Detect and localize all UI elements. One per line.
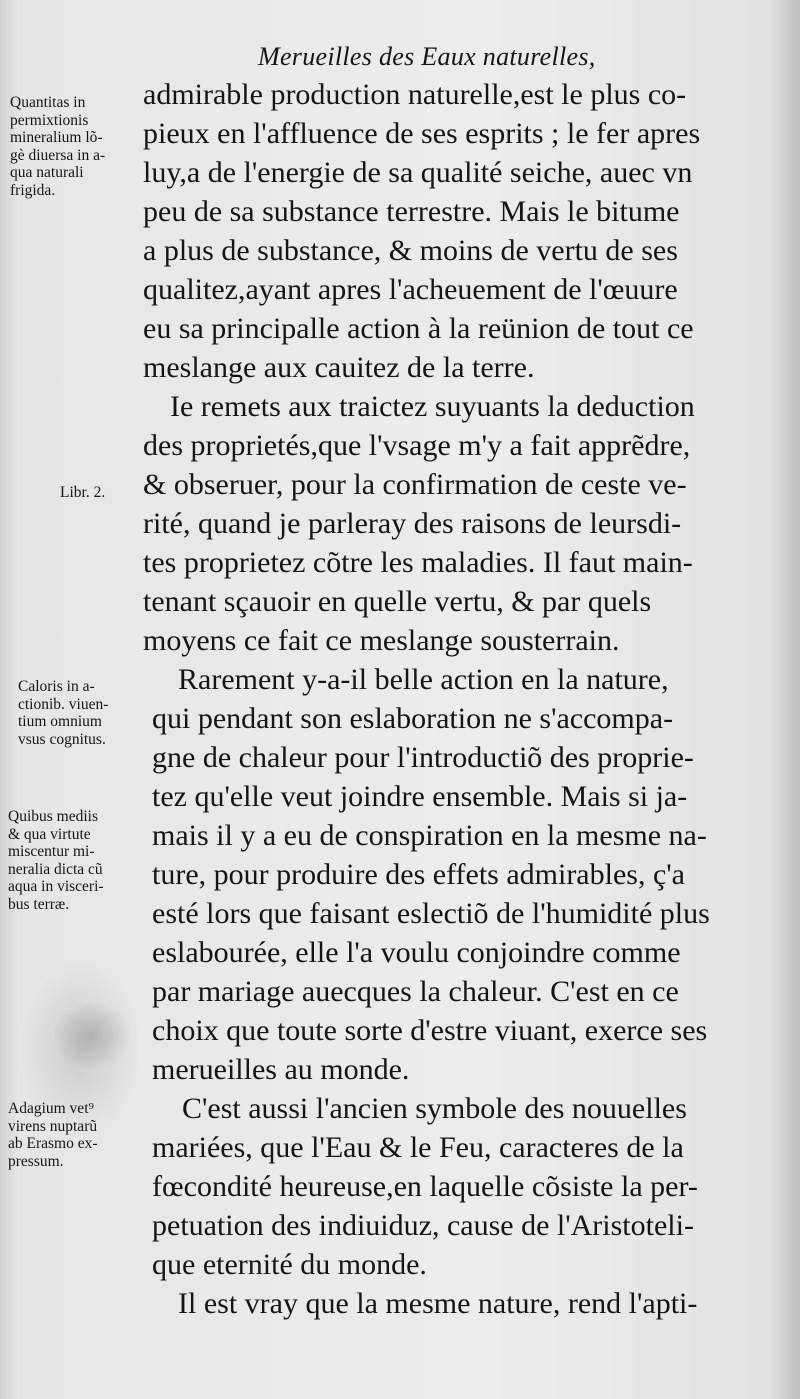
margin-note-line: mineralium lõ- xyxy=(10,129,103,146)
text-line: eu sa principalle action à la reünion de tout ce xyxy=(143,312,694,345)
text-line: tez qu'elle veut joindre ensemble. Mais si ja- xyxy=(152,780,688,813)
text-line: eslabourée, elle l'a voulu conjoindre comme xyxy=(152,936,681,969)
text-line: admirable production naturelle,est le plus co- xyxy=(143,78,687,111)
text-line: qui pendant son eslaboration ne s'accompa- xyxy=(152,702,674,735)
margin-note-quantitas xyxy=(10,94,150,199)
text-line: tenant sçauoir en quelle vertu, & par quels xyxy=(143,585,652,618)
margin-note-adagium xyxy=(8,1100,148,1170)
margin-note-line: & qua virtute xyxy=(8,825,91,843)
text-line: C'est aussi l'ancien symbole des nouuelles xyxy=(182,1092,687,1125)
text-line: luy,a de l'energie de sa qualité seiche, auec vn xyxy=(143,156,693,189)
margin-note-line: Quibus mediis xyxy=(8,808,98,825)
text-line: Rarement y-a-il belle action en la nature, xyxy=(178,663,669,696)
margin-note-line: Adagium vet⁹ xyxy=(8,1100,94,1117)
text-line: qualitez,ayant apres l'acheuement de l'œuure xyxy=(143,273,678,306)
text-line: Il est vray que la mesme nature, rend l'apti- xyxy=(178,1287,698,1320)
margin-note-line: gè diuersa in a- xyxy=(10,146,106,164)
running-header: Merueilles des Eaux naturelles, xyxy=(258,42,596,71)
text-line: moyens ce fait ce meslange sousterrain. xyxy=(143,624,620,657)
text-line: & obseruer, pour la confirmation de ceste ve- xyxy=(143,468,687,501)
margin-note-line: Quantitas in xyxy=(10,94,86,111)
margin-note-line: neralia dicta cũ xyxy=(8,860,103,878)
margin-note-line: pressum. xyxy=(8,1152,64,1170)
text-line: que eternité du monde. xyxy=(152,1248,427,1281)
margin-note-line: frigida. xyxy=(10,181,56,199)
margin-note-line: permixtionis xyxy=(10,111,89,129)
text-line: a plus de substance, & moins de vertu de ses xyxy=(143,234,678,267)
margin-note-line: Caloris in a- xyxy=(18,678,95,695)
text-line: petuation des indiuiduz, cause de l'Aristoteli- xyxy=(152,1209,694,1242)
margin-note-quibus xyxy=(8,808,148,913)
margin-note-caloris xyxy=(18,678,158,748)
margin-note-line: Libr. 2. xyxy=(60,484,106,501)
text-line: peu de sa substance terrestre. Mais le bitume xyxy=(143,195,680,228)
text-line: tes proprietez cõtre les maladies. Il faut main- xyxy=(143,546,693,579)
text-line: mais il y a eu de conspiration en la mesme na- xyxy=(152,819,707,852)
margin-note-line: bus terræ. xyxy=(8,895,70,913)
margin-note-line: vsus cognitus. xyxy=(18,730,106,748)
text-line: ture, pour produire des effets admirables, ç'a xyxy=(152,858,685,891)
margin-note-line: qua naturali xyxy=(10,164,84,181)
margin-note-libr xyxy=(60,484,200,502)
text-line: merueilles au monde. xyxy=(152,1053,410,1086)
text-line: choix que toute sorte d'estre viuant, exerce ses xyxy=(152,1014,708,1047)
text-line: meslange aux cauitez de la terre. xyxy=(143,351,535,384)
margin-note-line: tium omnium xyxy=(18,713,102,730)
text-line: fœcondité heureuse,en laquelle cõsiste la per- xyxy=(152,1170,698,1203)
margin-note-line: miscentur mi- xyxy=(8,843,95,860)
text-line: gne de chaleur pour l'introductiõ des proprie- xyxy=(152,741,694,774)
text-line: rité, quand je parleray des raisons de leursdi- xyxy=(143,507,682,540)
margin-note-line: aqua in visceri- xyxy=(8,878,104,895)
margin-note-line: ctionib. viuen- xyxy=(18,695,109,713)
margin-note-line: ab Erasmo ex- xyxy=(8,1135,98,1152)
paper-stain xyxy=(52,1000,132,1070)
text-line: des proprietés,que l'vsage m'y a fait apprẽdre, xyxy=(143,429,691,462)
text-line: mariées, que l'Eau & le Feu, caracteres de la xyxy=(152,1131,684,1164)
text-line: esté lors que faisant eslectiõ de l'humidité plus xyxy=(152,897,710,930)
margin-note-line: virens nuptarũ xyxy=(8,1117,98,1135)
text-line: Ie remets aux traictez suyuants la deduction xyxy=(170,390,695,423)
text-line: pieux en l'affluence de ses esprits ; le fer apres xyxy=(143,117,701,150)
text-line: par mariage auecques la chaleur. C'est en ce xyxy=(152,975,679,1008)
